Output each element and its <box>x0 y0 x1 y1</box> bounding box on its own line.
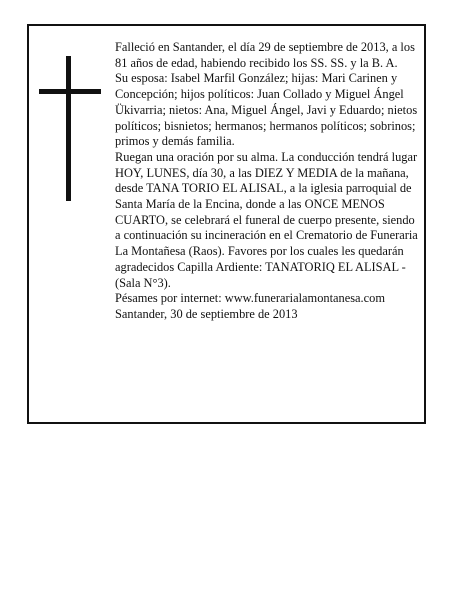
funeral-details: Ruegan una oración por su alma. La conducción tendrá lugar HOY, LUNES, día 30, a las DIEZ Y MEDIA de la mañana, desde TANA TORIO EL ALISAL, a la iglesia parroquial de Santa María de la Encina, donde a las ONCE MENOS CUARTO, se celebrará el funeral de cuerpo presente, siendo a continuación su incineración en el Crematorio de Funeraria La Montañesa (Raos). Favores por los cuales les quedarán agradecidos Capilla Ardiente: TANATORIQ EL ALISAL - (Sala N°3). <box>115 149 418 290</box>
latin-cross-icon <box>39 56 101 201</box>
place-and-date: Santander, 30 de septiembre de 2013 <box>115 306 298 321</box>
notice-text <box>115 40 420 323</box>
condolences-website: Pésames por internet: www.funerarialamontanesa.com <box>115 291 385 306</box>
death-announcement: Falleció en Santander, el día 29 de septiembre de 2013, a los 81 años de edad, habiendo recibido los SS. SS. y la B. A. <box>115 40 415 70</box>
obituary-notice <box>27 24 426 424</box>
family-list: Su esposa: Isabel Marfil González; hijas: Mari Carinen y Concepción; hijos políticos: Juan Collado y Miguel Ángel Ükivarria; nietos: Ana, Miguel Ángel, Javi y Eduardo; nietos políticos; bisnietos; hermanos; hermanos políticos; sobrinos; primos y demás familia. <box>115 71 418 149</box>
cross-vertical-bar <box>66 56 71 201</box>
cross-horizontal-bar <box>39 89 101 94</box>
